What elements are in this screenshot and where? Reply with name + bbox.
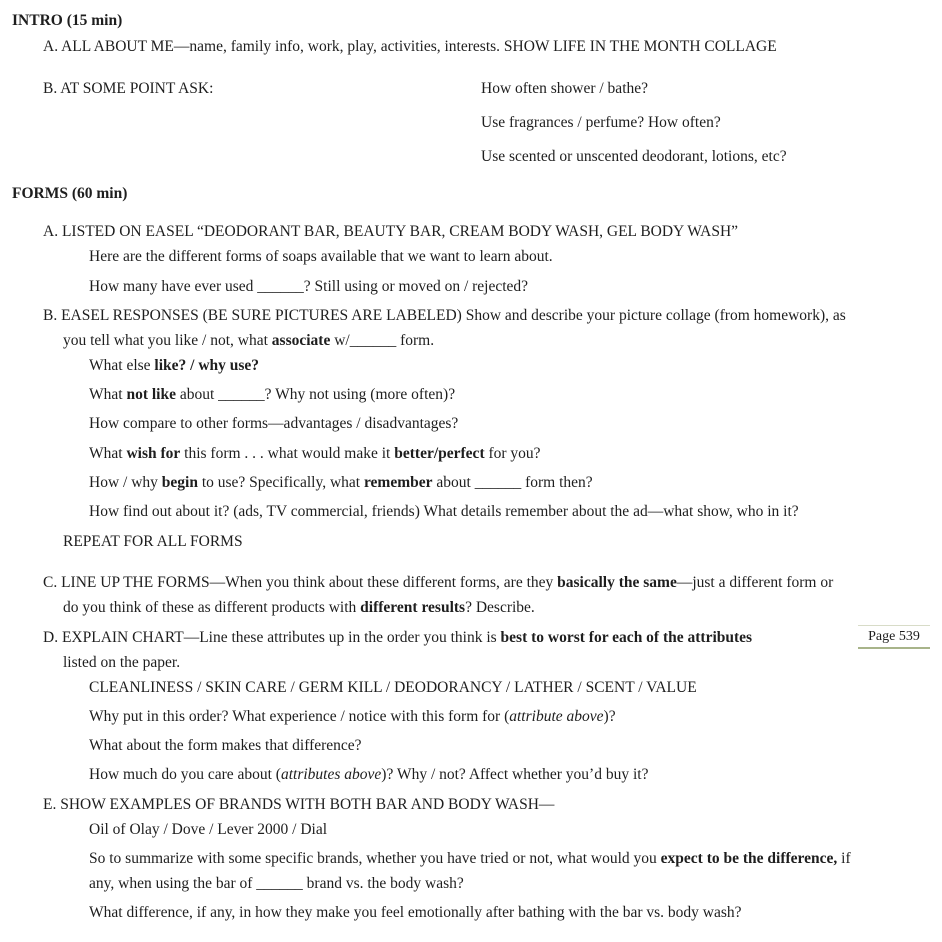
intro-question: Use fragrances / perfume? How often? [481, 114, 721, 131]
intro-heading: INTRO (15 min) [12, 12, 123, 29]
forms-item-c-line: do you think of these as different products with different results? Describe. [63, 599, 535, 616]
forms-item-a-title: A. LISTED ON EASEL “DEODORANT BAR, BEAUTY BAR, CREAM BODY WASH, GEL BODY WASH” [43, 223, 739, 240]
forms-item-d-line: listed on the paper. [63, 654, 181, 671]
forms-b-question: How / why begin to use? Specifically, what remember about ______ form then? [89, 474, 593, 491]
forms-item-b-line: you tell what you like / not, what associate w/______ form. [63, 332, 435, 349]
forms-item-d-line: D. EXPLAIN CHART—Line these attributes up in the order you think is best to worst for each of the attributes [43, 629, 753, 646]
forms-heading: FORMS (60 min) [12, 185, 128, 202]
forms-e-brands: Oil of Olay / Dove / Lever 2000 / Dial [89, 821, 328, 838]
forms-d-question: How much do you care about (attributes above)? Why / not? Affect whether you’d buy it? [89, 766, 649, 783]
forms-e-question: So to summarize with some specific brands, whether you have tried or not, what would you expect to be the difference, if [89, 850, 851, 867]
forms-e-question: any, when using the bar of ______ brand vs. the body wash? [89, 875, 464, 892]
forms-item-b-line: B. EASEL RESPONSES (BE SURE PICTURES ARE LABELED) Show and describe your picture collage (from homework), as [43, 307, 846, 324]
forms-d-question: What about the form makes that difference? [89, 737, 362, 754]
forms-item-c-line: C. LINE UP THE FORMS—When you think about these different forms, are they basically the same—just a different form or [43, 574, 834, 591]
forms-d-attributes: CLEANLINESS / SKIN CARE / GERM KILL / DEODORANCY / LATHER / SCENT / VALUE [89, 679, 697, 696]
forms-b-question: What not like about ______? Why not using (more often)? [89, 386, 456, 403]
intro-item-b-label: B. AT SOME POINT ASK: [43, 80, 214, 97]
forms-d-question: Why put in this order? What experience / notice with this form for (attribute above)? [89, 708, 616, 725]
intro-question: How often shower / bathe? [481, 80, 649, 97]
forms-b-question: What wish for this form . . . what would make it better/perfect for you? [89, 445, 541, 462]
forms-b-repeat: REPEAT FOR ALL FORMS [63, 533, 243, 550]
forms-b-question: How find out about it? (ads, TV commercial, friends) What details remember about the ad—what show, who in it? [89, 503, 799, 520]
forms-b-question: What else like? / why use? [89, 357, 260, 374]
forms-a-question: How many have ever used ______? Still using or moved on / rejected? [89, 278, 529, 295]
forms-e-question: What difference, if any, in how they make you feel emotionally after bathing with the bar vs. body wash? [89, 904, 742, 921]
page-number-badge: Page 539 [858, 625, 930, 649]
forms-b-question: How compare to other forms—advantages / disadvantages? [89, 415, 459, 432]
forms-item-e-title: E. SHOW EXAMPLES OF BRANDS WITH BOTH BAR AND BODY WASH— [43, 796, 555, 813]
intro-question: Use scented or unscented deodorant, lotions, etc? [481, 148, 787, 165]
forms-a-question: Here are the different forms of soaps available that we want to learn about. [89, 248, 553, 265]
intro-item-a: A. ALL ABOUT ME—name, family info, work, play, activities, interests. SHOW LIFE IN THE MONTH COLLAGE [43, 38, 777, 55]
